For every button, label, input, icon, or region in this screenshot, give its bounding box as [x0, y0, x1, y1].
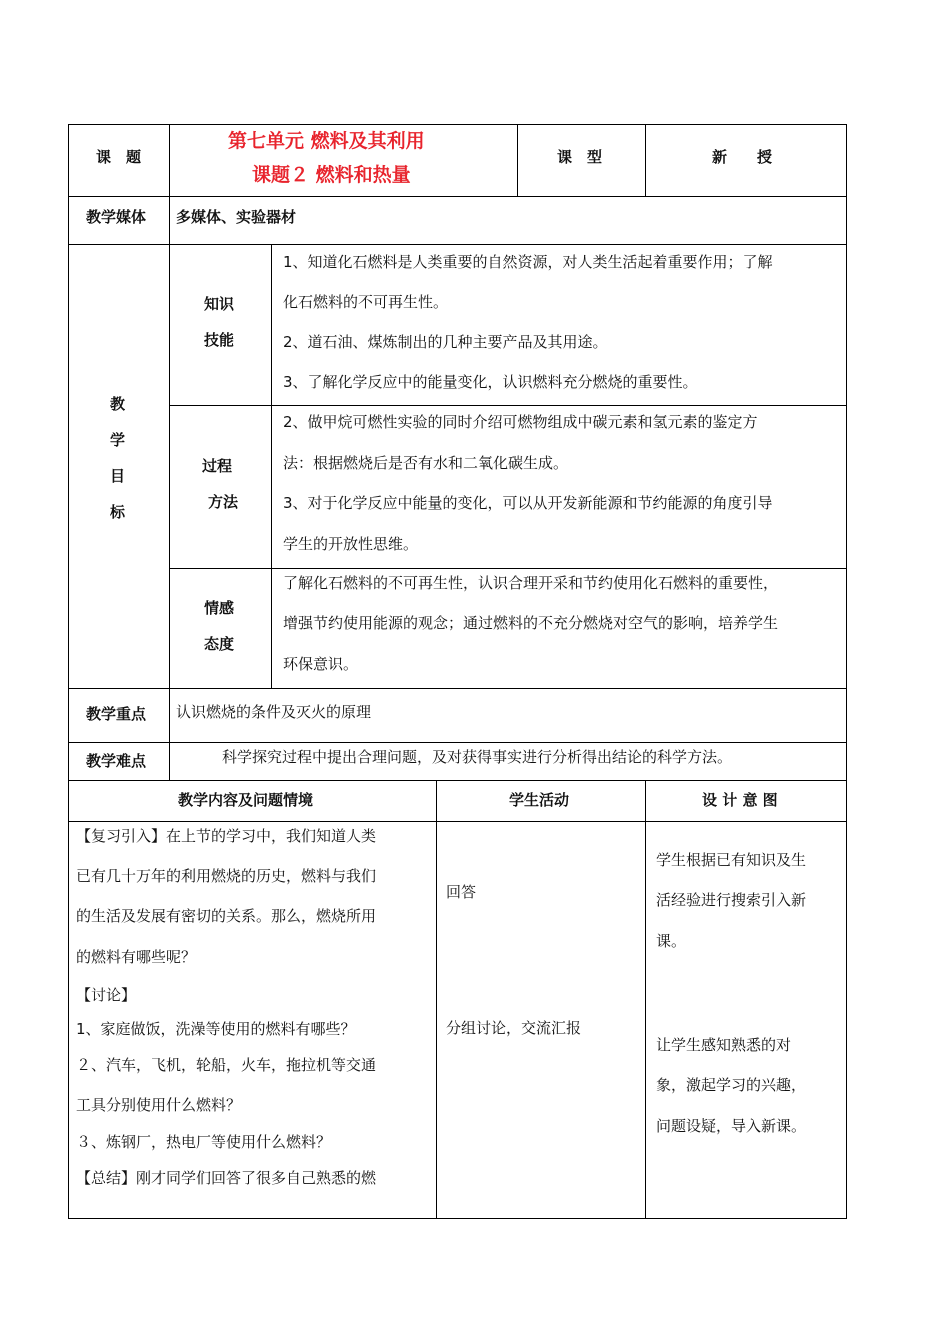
knowledge-line: 1、知道化石燃料是人类重要的自然资源，对人类生活起着重要作用；了解 — [283, 253, 773, 271]
divider — [645, 780, 646, 1218]
content-line: 【总结】刚才同学们回答了很多自己熟悉的燃 — [76, 1169, 377, 1187]
content-line: 【复习引入】在上节的学习中，我们知道人类 — [76, 827, 377, 845]
knowledge-line: 化石燃料的不可再生性。 — [283, 293, 449, 311]
emotion-line: 增强节约使用能源的观念；通过燃料的不充分燃烧对空气的影响，培养学生 — [283, 614, 779, 632]
content-line: 的燃料有哪些呢？ — [76, 948, 197, 966]
content-line: 【讨论】 — [76, 986, 137, 1004]
activity-text: 分组讨论，交流汇报 — [446, 1019, 582, 1037]
process-line: 法：根据燃烧后是否有水和二氧化碳生成。 — [283, 454, 569, 472]
table-border-right — [846, 124, 847, 1219]
process-label: 方法 — [208, 493, 239, 511]
activity-text: 回答 — [446, 883, 477, 901]
divider — [517, 124, 518, 196]
goals-label-char: 教 — [110, 395, 126, 413]
difficulty-label: 教学难点 — [86, 752, 147, 770]
knowledge-label: 知识 — [204, 295, 235, 313]
divider — [169, 124, 170, 688]
emotion-label: 情感 — [204, 599, 235, 617]
emotion-line: 环保意识。 — [283, 655, 359, 673]
divider — [68, 196, 847, 197]
activity-header: 学生活动 — [509, 791, 570, 809]
knowledge-line: 3、了解化学反应中的能量变化，认识燃料充分燃烧的重要性。 — [283, 373, 698, 391]
type-value: 新 授 — [712, 148, 773, 166]
type-label: 课 型 — [557, 148, 603, 166]
process-line: 学生的开放性思维。 — [283, 535, 419, 553]
lesson-title: 课题２ 燃料和热量 — [252, 164, 411, 186]
content-line: 工具分别使用什么燃料？ — [76, 1096, 242, 1114]
media-value: 多媒体、实验器材 — [176, 208, 297, 226]
media-label: 教学媒体 — [86, 208, 147, 226]
content-line: ２、汽车，飞机，轮船，火车，拖拉机等交通 — [76, 1056, 377, 1074]
knowledge-label: 技能 — [204, 331, 235, 349]
content-line: 的生活及发展有密切的关系。那么，燃烧所用 — [76, 907, 377, 925]
key-point-label: 教学重点 — [86, 705, 147, 723]
emotion-label: 态度 — [204, 635, 235, 653]
table-border-left — [68, 124, 69, 1219]
topic-label: 课 题 — [96, 148, 142, 166]
emotion-line: 了解化石燃料的不可再生性，认识合理开采和节约使用化石燃料的重要性， — [283, 574, 779, 592]
unit-title: 第七单元 燃料及其利用 — [228, 130, 425, 152]
process-line: 2、做甲烷可燃性实验的同时介绍可燃物组成中碳元素和氢元素的鉴定方 — [283, 413, 758, 431]
table-border-bottom — [68, 1218, 847, 1219]
difficulty-value: 科学探究过程中提出合理问题，及对获得事实进行分析得出结论的科学方法。 — [222, 748, 733, 766]
divider — [68, 688, 847, 689]
divider — [169, 688, 170, 780]
key-point-value: 认识燃烧的条件及灭火的原理 — [176, 703, 372, 721]
intent-header: 设 计 意 图 — [702, 791, 778, 809]
goals-label-char: 标 — [110, 503, 126, 521]
intent-line: 让学生感知熟悉的对 — [656, 1036, 792, 1054]
table-border-top — [68, 124, 847, 125]
process-line: 3、对于化学反应中能量的变化，可以从开发新能源和节约能源的角度引导 — [283, 494, 773, 512]
intent-line: 问题设疑，导入新课。 — [656, 1117, 807, 1135]
content-line: 已有几十万年的利用燃烧的历史，燃料与我们 — [76, 867, 377, 885]
divider — [271, 244, 272, 688]
knowledge-line: 2、道石油、煤炼制出的几种主要产品及其用途。 — [283, 333, 608, 351]
content-line: ３、炼钢厂，热电厂等使用什么燃料？ — [76, 1133, 332, 1151]
divider — [68, 780, 847, 781]
divider — [645, 124, 646, 196]
content-line: 1、家庭做饭，洗澡等使用的燃料有哪些？ — [76, 1020, 356, 1038]
intent-line: 活经验进行搜索引入新 — [656, 891, 807, 909]
content-header: 教学内容及问题情境 — [178, 791, 314, 809]
goals-label-char: 学 — [110, 431, 126, 449]
intent-line: 象，激起学习的兴趣， — [656, 1076, 807, 1094]
intent-line: 学生根据已有知识及生 — [656, 851, 807, 869]
process-label: 过程 — [202, 457, 233, 475]
intent-line: 课。 — [656, 932, 687, 950]
divider — [436, 780, 437, 1218]
goals-label-char: 目 — [110, 467, 126, 485]
